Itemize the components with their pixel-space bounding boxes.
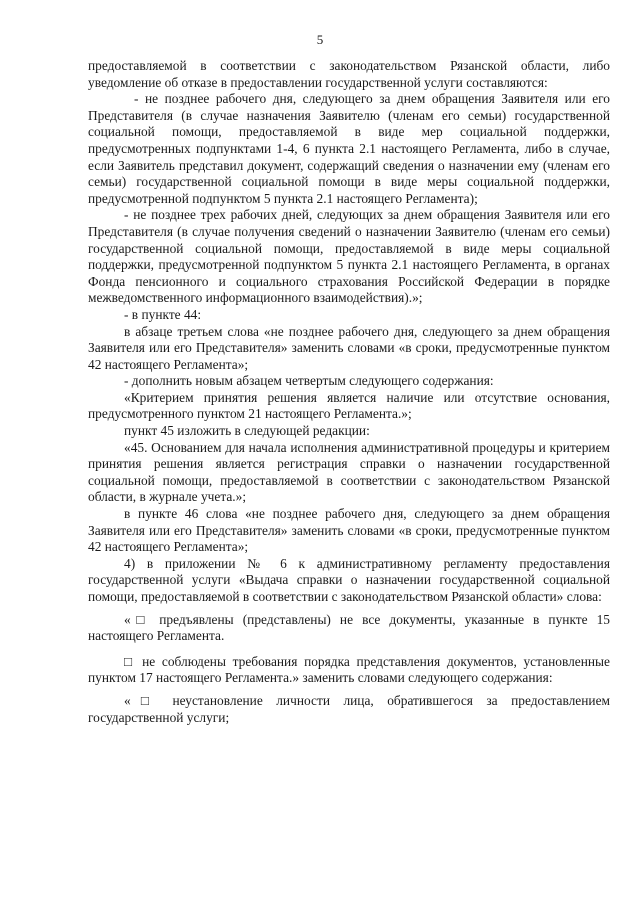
paragraph-deadline-three-days: - не позднее трех рабочих дней, следующих за днем обращения Заявителя или его Представителя (в случае получения сведений о назначении Заявителю (членам его семьи) государственной социальной помощи, предоставляемой в виде меры социальной поддержки, предусмотренной подпунктом 5 пункта 2.1 настоящего Регламента, в органах Фонда пенсионного и социального страхования Российской Федерации в порядке межведомственного информационного взаимодействия).»; bbox=[88, 207, 610, 306]
paragraph-item-45-edit: пункт 45 изложить в следующей редакции: bbox=[124, 423, 370, 439]
paragraph-deadline-one-day: - не позднее рабочего дня, следующего за днем обращения Заявителя или его Представителя (в случае назначения Заявителю (членам его семьи) государственной социальной помощи, предоставляемой в виде мер социальной поддержки, предусмотренных подпунктами 1-4, 6 пункта 2.1 настоящего Регламента, либо в случае, если Заявитель представил документ, содержащий сведения о назначении ему (членам его семьи) государственной социальной помощи в виде меры социальной поддержки, предусмотренной подпунктом 5 пункта 2.1 настоящего Регламента); bbox=[88, 91, 610, 206]
document-body bbox=[88, 58, 610, 726]
paragraph-checkbox-documents: «□ предъявлены (представлены) не все документы, указанные в пункте 15 настоящего Регламента. bbox=[88, 611, 610, 644]
paragraph-criterion: «Критерием принятия решения является наличие или отсутствие основания, предусмотренного пунктом 21 настоящего Регламента.»; bbox=[88, 389, 610, 422]
paragraph-item-44-abzac-3: в абзаце третьем слова «не позднее рабочего дня, следующего за днем обращения Заявителя или его Представителя» заменить словами «в сроки, предусмотренные пунктом 42 настоящего Регламента»; bbox=[88, 323, 610, 372]
page-number: 5 bbox=[316, 32, 324, 47]
paragraph-appendix-6: 4) в приложении № 6 к административному регламенту предоставления государственной услуги «Выдача справки о назначении государственной социальной помощи, предоставляемой в соответствии с законодательством Рязанской области» слова: bbox=[88, 555, 610, 604]
paragraph-intro: предоставляемой в соответствии с законодательством Рязанской области, либо уведомление об отказе в предоставлении государственной услуги составляются: bbox=[88, 58, 610, 90]
paragraph-checkbox-identity: «□ неустановление личности лица, обратившегося за предоставлением государственной услуги; bbox=[88, 692, 610, 725]
paragraph-item-44: - в пункте 44: bbox=[124, 306, 202, 322]
paragraph-checkbox-requirements: □ не соблюдены требования порядка представления документов, установленные пунктом 17 настоящего Регламента.» заменить словами следующего содержания: bbox=[88, 653, 610, 686]
paragraph-item-44-abzac-4: - дополнить новым абзацем четвертым следующего содержания: bbox=[124, 373, 494, 389]
paragraph-item-45-text: «45. Основанием для начала исполнения административной процедуры и критерием принятия решения является регистрация справки о назначении государственной социальной помощи, предоставляемой в соответствии с законодательством Рязанской области, в журнале учета.»; bbox=[88, 439, 610, 505]
paragraph-item-46: в пункте 46 слова «не позднее рабочего дня, следующего за днем обращения Заявителя или его Представителя» заменить словами «в сроки, предусмотренные пунктом 42 настоящего Регламента»; bbox=[88, 506, 610, 555]
